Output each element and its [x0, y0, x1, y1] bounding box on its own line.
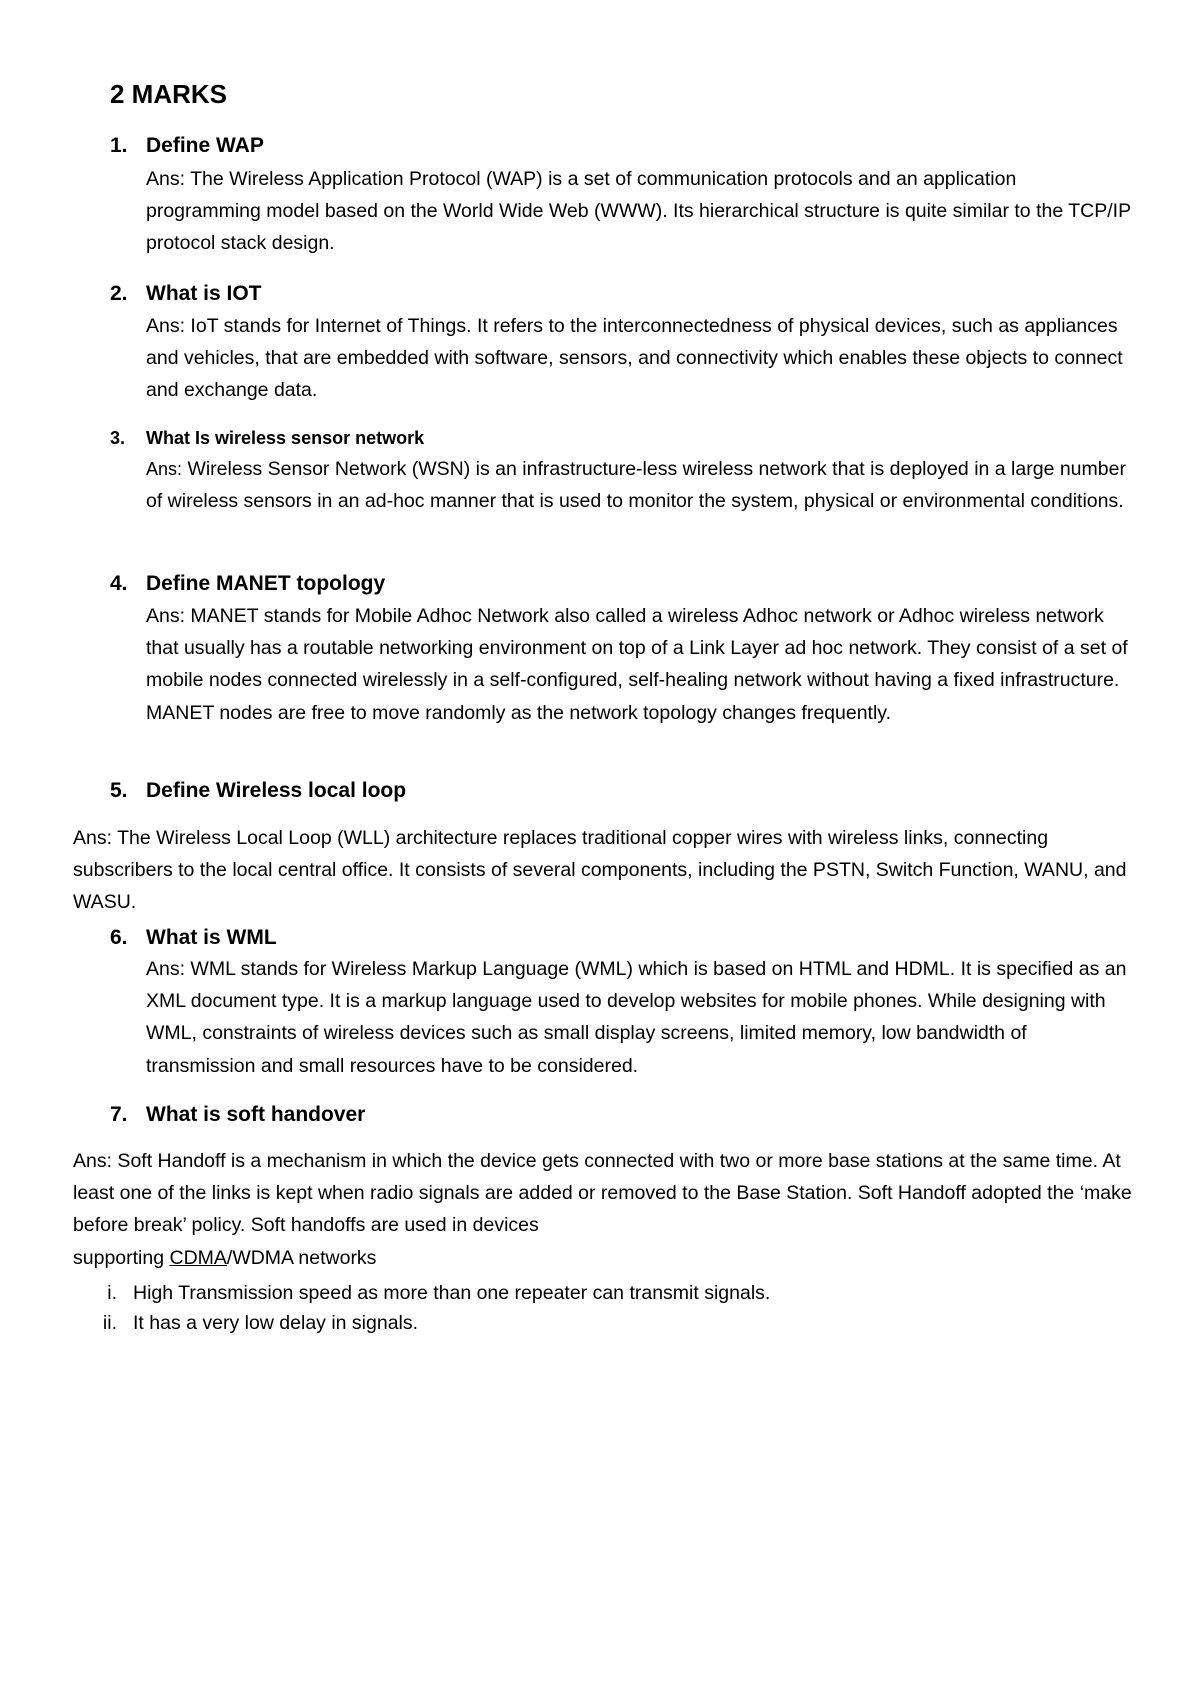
list-numeral: ii. — [102, 1312, 117, 1334]
question-heading-3 — [110, 423, 424, 453]
question-text: What is soft handover — [146, 1103, 366, 1126]
question-text: What is WML — [146, 926, 277, 949]
answer-2: Ans: IoT stands for Internet of Things. It refers to the interconnectedness of physical devices, such as appliances and vehicles, that are embedded with software, sensors, and connectivity which enables these objects to connect and exchange data. — [146, 315, 1123, 402]
question-text: What is IOT — [146, 282, 262, 305]
question-number: 2. — [110, 282, 128, 305]
question-number: 7. — [110, 1103, 128, 1126]
question-number: 4. — [110, 572, 128, 595]
answer-1: Ans: The Wireless Application Protocol (WAP) is a set of communication protocols and an application programming model based on the World Wide Web (WWW). Its hierarchical structure is quite similar to the TCP/IP protocol stack design. — [146, 168, 1131, 255]
page-title: 2 MARKS — [110, 79, 228, 109]
question-text: Define Wireless local loop — [146, 779, 407, 802]
answer-text: Wireless Sensor Network (WSN) is an infrastructure-less wireless network that is deployed in a large number of wireless sensors in an ad-hoc manner that is used to monitor the system, physical or environmental conditions. — [146, 458, 1126, 513]
answer-tail: supporting — [73, 1246, 170, 1269]
question-text: Define MANET topology — [146, 572, 386, 595]
question-heading-2 — [110, 279, 262, 309]
list-text: High Transmission speed as more than one repeater can transmit signals. — [133, 1282, 771, 1304]
list-item — [79, 1277, 770, 1309]
question-heading-6 — [110, 923, 277, 953]
answer-4: Ans: MANET stands for Mobile Adhoc Network also called a wireless Adhoc network or Adhoc wireless network that usually has a routable networking environment on top of a Link Layer ad hoc network. They consist of a set of mobile nodes connected wirelessly in a self-configured, self-healing network without having a fixed infrastructure. MANET nodes are free to move randomly as the network topology changes frequently. — [146, 605, 1128, 724]
list-item — [79, 1307, 418, 1339]
answer-5: Ans: The Wireless Local Loop (WLL) architecture replaces traditional copper wires with wireless links, connecting subscribers to the local central office. It consists of several components, including the PSTN, Switch Function, WANU, and WASU. — [73, 827, 1127, 914]
answer-text: Ans: Soft Handoff is a mechanism in which the device gets connected with two or more base stations at the same time. At least one of the links is kept when radio signals are added or removed to the Base Station. Soft Handoff adopted the ‘make before break’ policy. Soft handoffs are used in devices — [73, 1150, 1132, 1237]
question-text: Define WAP — [146, 134, 264, 157]
list-numeral: i. — [107, 1282, 117, 1304]
answer-3 — [146, 453, 1136, 517]
answer-tail-end: /WDMA networks — [226, 1246, 377, 1269]
question-heading-1 — [110, 131, 264, 161]
answer-prefix: Ans: — [146, 459, 183, 479]
question-number: 6. — [110, 926, 128, 949]
answer-7 — [73, 1145, 1138, 1274]
answer-6: Ans: WML stands for Wireless Markup Language (WML) which is based on HTML and HDML. It is specified as an XML document type. It is a markup language used to develop websites for mobile phones. While designing with WML, constraints of wireless devices such as small display screens, limited memory, low bandwidth of transmission and small resources have to be considered. — [146, 958, 1127, 1077]
cdma-link[interactable]: CDMA — [169, 1246, 227, 1269]
question-heading-5 — [110, 776, 406, 806]
question-number: 1. — [110, 134, 128, 157]
list-text: It has a very low delay in signals. — [133, 1312, 419, 1334]
question-number: 5. — [110, 779, 128, 802]
question-number: 3. — [110, 428, 126, 448]
question-heading-7 — [110, 1100, 365, 1130]
question-text: What Is wireless sensor network — [146, 428, 425, 448]
question-heading-4 — [110, 569, 385, 599]
